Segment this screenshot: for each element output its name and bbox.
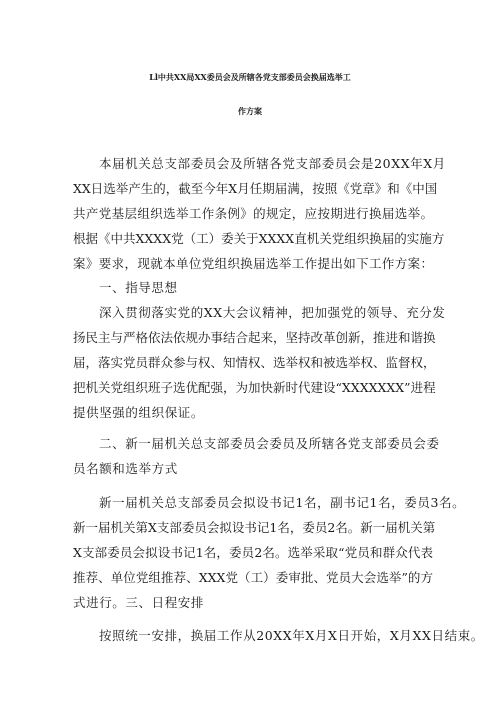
paragraph-2-line-4: 把机关党组织班子选优配强，为加快新时代建设“XXXXXXX”进程 [73, 380, 436, 395]
document-title-line-2: 作方案 [238, 106, 262, 116]
paragraph-1-line-5: 案》要求，现就本单位党组织换届选举工作提出如下工作方案： [73, 256, 433, 271]
document-title-line-1: Ll中共XX局XX委员会及所辖各党支部委员会换届选举工 [149, 72, 351, 82]
section-heading-2-line-1: 二、新一届机关总支部委员会委员及所辖各党支部委员会委 [99, 436, 440, 451]
paragraph-2-line-1: 深入贯彻落实党的XX大会议精神，把加强党的领导、充分发 [99, 305, 446, 320]
paragraph-3-line-4: 推荐、单位党组推荐、XXX党（工）委审批、党员大会选举”的方 [73, 570, 433, 585]
paragraph-1-line-2: XX日选举产生的，截至今年X月任期届满，按照《党章》和《中国 [73, 181, 438, 196]
paragraph-3-line-5: 式进行。三、日程安排 [73, 595, 205, 610]
paragraph-1-line-1: 本届机关总支部委员会及所辖各党支部委员会是20XX年X月 [99, 156, 446, 171]
paragraph-1-line-3: 共产党基层组织选举工作条例》的规定，应按期进行换届选举。 [73, 206, 433, 221]
paragraph-2-line-2: 扬民主与严格依法依规办事结合起来，坚持改革创新，推进和谐换 [73, 330, 436, 345]
paragraph-2-line-3: 届，落实党员群众参与权、知情权、选举权和被选举权、监督权， [73, 355, 436, 370]
section-heading-2-line-2: 员名额和选举方式 [73, 461, 178, 476]
paragraph-3-line-3: X支部委员会拟设书记1名，委员2名。选举采取“党员和群众代表 [73, 545, 433, 560]
section-heading-1: 一、指导思想 [99, 280, 178, 295]
paragraph-3-line-2: 新一届机关第X支部委员会拟设书记1名，委员2名。新一届机关第 [73, 520, 436, 535]
paragraph-1-line-4: 根据《中共XXXX党（工）委关于XXXX直机关党组织换届的实施方 [73, 231, 445, 246]
paragraph-2-line-5: 提供坚强的组织保证。 [73, 405, 205, 420]
paragraph-3-line-1: 新一届机关总支部委员会拟设书记1名，副书记1名，委员3名。 [99, 495, 466, 510]
paragraph-4-line-1: 按照统一安排，换届工作从20XX年X月X日开始，X月XX日结束。 [99, 628, 484, 643]
